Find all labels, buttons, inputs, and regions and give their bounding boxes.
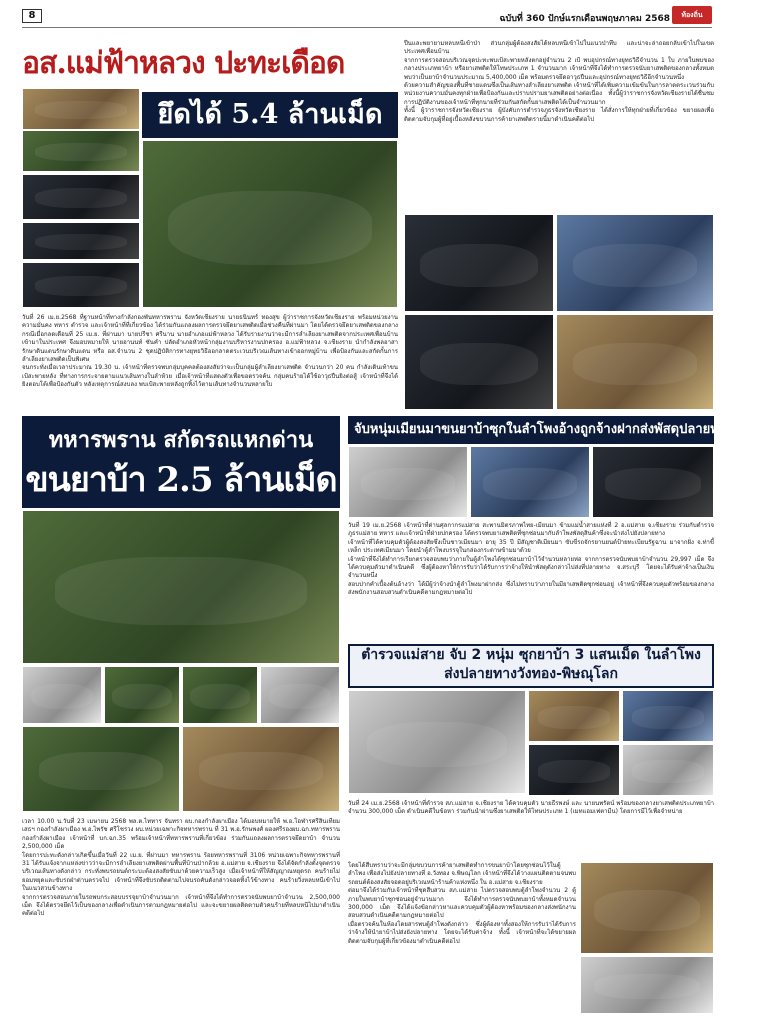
article4-photo-evidence-table — [348, 690, 526, 794]
article2-paragraph-1: เวลา 10.00 น.วันที่ 23 เมษายน 2568 พล.ต.ไททาร จันทรา ผบ.กองกำลังผาเมือง ได้มอบหมายให้ พ.อ.โอฬารศรีสินเทียม เสธฯ กองกำลังผาเมือง พ.อ.ไพรัช ศรีโชรวง ผบ.หน่วยเฉพาะกิจทหารพราน ที่ 31 พ.อ.รักษพงศ์ ผองศรีรองผบ.ฉก.ทหารพราน กองกำลังผาเมือง เจ้าหน้าที่ บก.ฉก.35 พร้อมเจ้าหน้าที่ทหารพรานที่เกี่ยวข้อง ร่วมกันแถลงผลการตรวจยึดยาบ้า จำนวน 2,500,000 เม็ด — [22, 818, 340, 851]
article4-body-full — [348, 800, 714, 858]
article2-photo-evidence-bags — [182, 726, 340, 812]
article1-photo-bags-3 — [22, 262, 140, 308]
article2-photo-seized-packs — [22, 726, 180, 812]
article1-paragraph-3: ปืนและพยายามหลบหนีเข้าป่า ส่วนกลุ่มผู้ต้องสงสัยได้หลบหนีเข้าไปในแนวป่าทึบ และน่าจะล่าถอยกลับเข้าไปในเขตประเทศเพื่อนบ้าน — [404, 40, 714, 56]
article3-paragraph-2: เจ้าหน้าที่ได้ควบคุมตัวผู้ต้องสงสัยซึ่งเป็นชาวเมียนมา อายุ 35 ปี มีสัญชาติเมียนมา ขับขี่รถจักรยานยนต์ป้ายทะเบียนรัฐฉาน มาจากฝั่ง จ.ท่าขี้เหล็ก ประเทศเมียนมา โดยนำตู้ลำโพงบรรจุในกล่องกระดาษข้ามมาด้วย — [348, 538, 714, 555]
article4-photo-team — [622, 744, 714, 796]
article1-photo-vehicle-night — [404, 314, 554, 410]
article3-photo-speaker — [592, 446, 714, 518]
article1-paragraph-5: ด้วยความสำคัญของพื้นที่ชายแดนซึ่งเป็นเส้นทางลำเลียงยาเสพติด เจ้าหน้าที่ได้เพิ่มความเข้มข้นในการลาดตระเวนร่วมกับหน่วยงานความมั่นคงทุกฝ่ายเพื่อป้องกันและปราบปรามยาเสพติดอย่างต่อเนื่อง ทั้งนี้ผู้ว่าราชการจังหวัดเชียงรายได้ชื่นชมการปฏิบัติงานของเจ้าหน้าที่ทุกนายที่ร่วมกันสกัดกั้นยาเสพติดได้เป็นจำนวนมาก — [404, 82, 714, 106]
article2-headline-bottom: ขนยาบ้า 2.5 ล้านเม็ด — [25, 460, 337, 500]
article4-photo-officers-1 — [528, 690, 620, 742]
newspaper-logo: ท้องถิ่น — [672, 6, 712, 24]
article4-photo-officers-2 — [622, 690, 714, 742]
article3-photo-office — [348, 446, 468, 518]
article4-photo-suspects — [528, 744, 620, 796]
article1-subheadline: ยึดได้ 5.4 ล้านเม็ด — [142, 92, 398, 138]
article2-photo-field — [104, 666, 180, 724]
page-number: 8 — [22, 9, 42, 23]
article2-paragraph-2: โดยการปะทะดังกล่าวเกิดขึ้นเมื่อวันที่ 22 เม.ย. ที่ผ่านมา ทหารพราน ร้อยทหารพรานที่ 3106 หน่วยเฉพาะกิจทหารพรานที่ 31 ได้รับแจ้งจากแหล่งข่าวว่าจะมีการลำเลียงยาเสพติดผ่านพื้นที่บ้านป่ากล้วย อ.แม่สาย จ.เชียงราย จึงได้จัดกำลังตั้งจุดตรวจบริเวณเส้นทางดังกล่าว กระทั่งพบรถยนต์กระบะต้องสงสัยขับมาด้วยความเร็วสูง เมื่อเจ้าหน้าที่ให้สัญญาณหยุดรถ คนร้ายไม่ยอมหยุดและขับรถฝ่าด่านตรวจไป เจ้าหน้าที่จึงขับรถติดตามไปจนรถคันดังกล่าวจอดทิ้งไว้ข้างทาง คนร้ายวิ่งหลบหนีเข้าไปในแนวสวนข้างทาง — [22, 851, 340, 893]
article2-photo-press-1 — [22, 666, 102, 724]
article4-body-left — [348, 862, 576, 1014]
article1-paragraph-2: จนกระทั่งเมื่อเวลาประมาณ 19.30 น. เจ้าหน้าที่ตรวจพบกลุ่มบุคคลต้องสงสัยว่าจะเป็นกลุ่มผู้ลำเลียงยาเสพติด จำนวนกว่า 20 คน กำลังเดินเท้าขนเป้สะพายหลัง ที่ทางการกระจายตามแนวเส้นทางในลำห้วย เมื่อเจ้าหน้าที่แสดงตัวเพื่อขอตรวจค้น กลุ่มคนร้ายได้ใช้อาวุธปืนยิงต่อสู้ เจ้าหน้าที่จึงได้ยิงตอบโต้เพื่อป้องกันตัว หลังเหตุการณ์สงบลง พบเป้สะพายหลังถูกทิ้งไว้ตามเส้นทางจำนวนหลายใบ — [22, 364, 398, 389]
article1-photo-officers-line — [22, 130, 140, 172]
article1-photo-press-conference — [142, 140, 398, 308]
article3-paragraph-1: วันที่ 19 เม.ย.2568 เจ้าหน้าที่ด่านศุลกากรแม่สาย สะพานมิตรภาพไทย-เมียนมา ข้ามแม่น้ำสายแห่งที่ 2 อ.แม่สาย จ.เชียงราย ร่วมกับตำรวจภูธรแม่สาย ทหาร และเจ้าหน้าที่ฝ่ายปกครอง ได้ตรวจพบยาเสพติดที่ซุกซ่อนมากับลำโพงพัสดุสินค้าซึ่งจะนำส่งไปยังปลายทาง — [348, 522, 714, 538]
article1-photo-seized-items — [556, 314, 714, 410]
article1-headline: อส.แม่ฟ้าหลวง ปะทะเดือด — [22, 46, 345, 81]
article2-paragraph-3: จากการตรวจสอบภายในรถพบกระสอบบรรจุยาบ้าจำนวนมาก เจ้าหน้าที่จึงได้ทำการตรวจนับพบยาบ้าจำนวน 2,500,000 เม็ด จึงได้ตรวจยึดไว้เป็นของกลางเพื่อดำเนินการตามกฎหมายต่อไป และจะขยายผลติดตามตัวคนร้ายที่หลบหนีไปมาดำเนินคดีต่อไป — [22, 893, 340, 918]
article1-photo-bags-1 — [22, 174, 140, 220]
article1-photo-officials — [556, 214, 714, 312]
issue-info: ฉบับที่ 360 ปักษ์แรกเดือนพฤษภาคม 2568 — [499, 14, 670, 24]
article4-headline-line2: ส่งปลายทางวังทอง-พิษณุโลก — [444, 666, 618, 682]
article1-photo-bags-2 — [22, 222, 140, 260]
article1-photo-evidence-table — [404, 214, 554, 312]
article4-paragraph-2: โดยได้สืบทราบว่าจะมีกลุ่มขบวนการค้ายาเสพติดทำการขนยาบ้าโดยซุกซ่อนไว้ในตู้ลำโพง เพื่อส่งไปยังปลายทางที่ อ.วังทอง จ.พิษณุโลก เจ้าหน้าที่จึงได้วางแผนติดตามจนพบรถยนต์ต้องสงสัยจอดอยู่บริเวณหน้าร้านค้าแห่งหนึ่ง ใน อ.แม่สาย จ.เชียงราย — [348, 862, 576, 886]
article1-photo-building — [22, 88, 140, 130]
article1-paragraph-4: จากการตรวจสอบบริเวณจุดปะทะพบเป้สะพายหลังตกอยู่จำนวน 2 เป้ พบอุปกรณ์ทางยุทธวิธีจำนวน 1 ใบ ภายในพบของกลางประเภทยาบ้า หรือยาเสพติดให้โทษประเภท 1 จำนวนมาก เจ้าหน้าที่จึงได้ทำการตรวจนับยาเสพติดของกลางทั้งหมด พบว่าเป็นยาบ้าจำนวนประมาณ 5,400,000 เม็ด พร้อมตรวจยึดอาวุธปืนและอุปกรณ์ทางยุทธวิธีอีกจำนวนหนึ่ง — [404, 56, 714, 81]
article1-body-left — [22, 314, 398, 410]
article2-photo-jungle — [182, 666, 258, 724]
article2-headline-top: ทหารพราน สกัดรถแหกด่าน — [48, 427, 314, 453]
article4-paragraph-1: วันที่ 24 เม.ย.2568 เจ้าหน้าที่ตำรวจ สภ.แม่สาย จ.เชียงราย ได้ควบคุมตัว นายธีรพงษ์ และ นายนพรัตน์ พร้อมของกลางยาเสพติดประเภทยาบ้าจำนวน 300,000 เม็ด ดำเนินคดีในข้อหา ร่วมกันนำผ่านซึ่งยาเสพติดให้โทษประเภท 1 (เมทแอมเฟตามีน) โดยการมีไว้เพื่อจำหน่าย — [348, 800, 714, 816]
article4-photo-seized-items — [580, 956, 714, 1014]
article1-paragraph-1: วันที่ 26 เม.ย.2568 ที่ฐานหน้าที่ทางกำลังกองพันทหารพราน จังหวัดเชียงราย นายธนินทร์ ทองสุข ผู้ว่าราชการจังหวัดเชียงราย พร้อมหน่วยงานความมั่นคง ทหาร ตำรวจ และเจ้าหน้าที่ที่เกี่ยวข้อง ได้ร่วมกันแถลงผลการตรวจยึดยาเสพติดเมื่อช่วงคืนที่ผ่านมา โดยได้ตรวจยึดยาเสพติดของกลาง กรณีเมื่อกลดเดือนที่ 25 เม.ย. ที่ผ่านมา นายปรีชา ศรีนาน นายอำเภอแม่ฟ้าหลวง ได้รับรายงานว่าจะมีการลำเลียงยาเสพติดจากประเทศเพื่อนบ้านเข้ามาในประเทศ จึงมอบหมายให้ นายอานนท์ ซันคำ ปลัดอำเภอหัวหน้ากลุ่มงานบริหารงานปกครอง อ.แม่ฟ้าหลวง จ.เชียงราย นำกำลังพลอาสารักษาดินแดนรักษาดินแดน หรือ อส.จำนวน 2 ชุดปฏิบัติการทางยุทธวิธีออกลาดตระเวนบริเวณเส้นทางเข้าออกหมู่บ้าน เพื่อป้องกันและสกัดกั้นการลำเลียงยาเสพติดเป็นพิเศษ — [22, 314, 398, 364]
article2-photo-soldiers-inspect — [22, 510, 340, 664]
article3-paragraph-3: เจ้าหน้าที่จึงได้ทำการเรียกตรวจสอบพบว่าภายในตู้ลำโพงได้ซุกซ่อนยาบ้าไว้จำนวนหลายห่อ จากการตรวจนับพบยาบ้าจำนวน 29,997 เม็ด จึงได้ควบคุมตัวมาดำเนินคดี ซึ่งผู้ต้องหาให้การรับว่าได้รับการว่าจ้างให้นำพัสดุดังกล่าวไปส่งที่ปลายทาง จ.สระบุรี โดยจะได้รับค่าจ้างเป็นเงินจำนวนหนึ่ง — [348, 555, 714, 580]
article4-headline — [348, 644, 714, 688]
article4-paragraph-4: เมื่อตรวจค้นในห้องโดยสารพบตู้ลำโพงดังกล่าว ซึ่งผู้ต้องหาทั้งสองให้การรับว่าได้รับการว่าจ้างให้นำยาบ้าไปส่งยังปลายทาง โดยจะได้รับค่าจ้าง ทั้งนี้ เจ้าหน้าที่จะได้ขยายผลติดตามจับกุมผู้ที่เกี่ยวข้องมาดำเนินคดีต่อไป — [348, 920, 576, 945]
article3-photo-suspect — [470, 446, 590, 518]
article3-headline: จับหนุ่มเมียนมาขนยาบ้าซุกในลำโพงอ้างถูกจ้างฝากส่งพัสดุปลายทางสระบุรี — [348, 416, 714, 444]
article1-paragraph-6: ทั้งนี้ ผู้ว่าราชการจังหวัดเชียงราย ผู้บังคับการตำรวจภูธรจังหวัดเชียงราย ได้สั่งการให้ทุกฝ่ายที่เกี่ยวข้อง ขยายผลเพื่อติดตามจับกุมผู้ที่อยู่เบื้องหลังขบวนการค้ายาเสพติดรายนี้มาดำเนินคดีต่อไป — [404, 107, 714, 123]
page-header — [22, 6, 712, 28]
article1-body-right — [404, 40, 714, 208]
article3-paragraph-4: สอบปากคำเบื้องต้นอ้างว่า ได้มีผู้ว่าจ้างนำตู้ลำโพงมาฝากส่ง ซึ่งไม่ทราบว่าภายในมียาเสพติดซุกซ่อนอยู่ เจ้าหน้าที่จึงควบคุมตัวพร้อมของกลางส่งพนักงานสอบสวนดำเนินคดีตามกฎหมายต่อไป — [348, 580, 714, 597]
article3-body — [348, 522, 714, 640]
article4-photo-drug-packs — [580, 862, 714, 954]
article4-headline-line1: ตำรวจแม่สาย จับ 2 หนุ่ม ซุกยาบ้า 3 แสนเม็ด ในลำโพง — [361, 647, 701, 663]
article2-body — [22, 818, 340, 1014]
article4-paragraph-3: ต่อมาจึงได้ร่วมกับเจ้าหน้าที่ชุดสืบสวน สภ.แม่สาย ไปตรวจสอบพบตู้ลำโพงจำนวน 2 ตู้ ภายในพบยาบ้าซุกซ่อนอยู่จำนวนมาก จึงได้ทำการตรวจนับพบยาบ้าทั้งหมดจำนวน 300,000 เม็ด จึงได้แจ้งข้อกล่าวหาและควบคุมตัวผู้ต้องหาพร้อมของกลางส่งพนักงานสอบสวนดำเนินคดีตามกฎหมายต่อไป — [348, 887, 576, 920]
article2-photo-pickup — [260, 666, 340, 724]
